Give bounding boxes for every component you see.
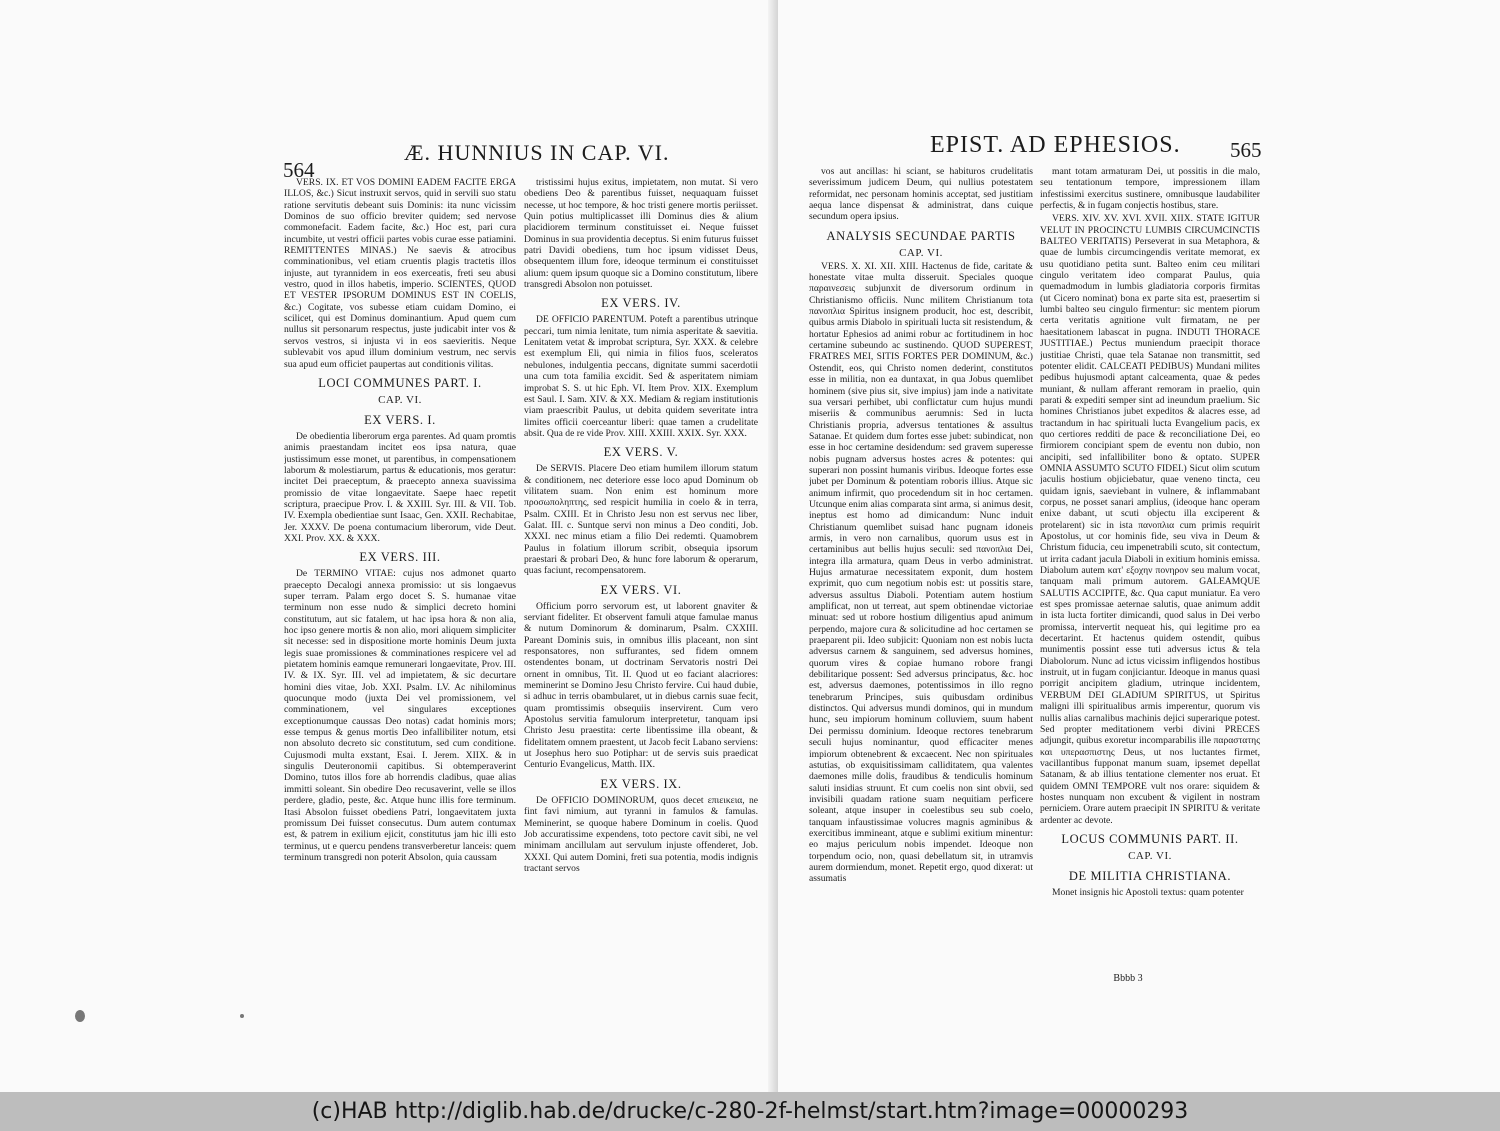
footer-band	[0, 1092, 1500, 1131]
copyright-url: (c)HAB http://diglib.hab.de/drucke/c-280-2f-helmst/start.htm?image=00000293	[311, 1099, 1189, 1124]
signature-mark: Bbbb 3	[1113, 973, 1143, 984]
running-head-right: EPIST. AD EPHESIOS.	[930, 132, 1181, 158]
text-paragraph: tristissimi hujus exitus, impietatem, non mutat. Si vero obediens Deo & parentibus fuisset, nequaquam fuisset necesse, ut hoc tempore, & hoc tristi genere mortis periisset. Quin potius multiplicasset illi Dominus dies & alium placidiorem terminum constituisset ei. Neque fuisset Dominus in sua providentia deceptus. Si enim futurus fuisset patri Davidi obediens, tum hoc ipsum vidisset Deus, obsequentem illum fore, ideoque terminum ei constituisset alium: quem ipsum quoque sic a Domino constitutum, libere transgredi Absolon non potuisset.	[524, 177, 758, 291]
section-heading: EX VERS. I.	[364, 412, 436, 427]
section-heading: EX VERS. III.	[359, 550, 441, 565]
ink-dot	[240, 1014, 244, 1018]
text-paragraph: De OFFICIO DOMINORUM, quos decet επιεικεια, ne fint favi nimium, aut tyranni in famulos & famulas. Meminerint, se quoque habere Dominum in coelis. Quod Job accuratissime expendens, toto pectore cavit sibi, ne vel minimam ancillulam aut servulum injuste offenderet, Job. XXXI. Qui autem Domini, freti sua potentia, modis indignis tractant servos	[524, 794, 758, 874]
section-heading: EX VERS. V.	[603, 445, 679, 460]
text-paragraph: VERS. X. XI. XII. XIII. Hactenus de fide, caritate & honestate vitae multa disseruit. Speciales quoque παραινεσεις subjunxit de diversorum ordinum in Christianismo officiis. Nunc militem Christianum tota πανοπλια Spiritus insignem producit, hoc est, describit, quibus armis Diabolo in spirituali lucta sit resistendum, & hortatur Ephesios ad animi robur ac fortitudinem in hoc certamine subeundo ac sustinendo. QUOD SUPEREST, FRATRES MEI, SITIS FORTES PER DOMINUM, &c.) Ostendit, eos, qui Christo nomen dederint, constitutos esse in militia, non ea duntaxat, in qua Jobus quemlibet hominem (sive pius sit, sive impius) jam inde a nativitate sua versari perhibet, ubi conflictatur cum hujus mundi miseriis & communibus aerumnis: Sed in lucta Christianis propria, adversus tentationes & assultus Satanae. Et quidem dum fortes esse jubet: subindicat, non esse in hoc certamine desidendum: sed gravem superesse nobis pugnam adversus hostes acres & potentes: qui superari non possint humanis viribus. Ideoque fortes esse jubet per Dominum & potentiam roboris illius. Atque sic animum infirmit, quo procedendum sit in hoc certamen. Utcunque enim alias comparata sint arma, si animus desit, ineptus est homo ad dimicandum: Nunc induit Christianum quemlibet suisad hanc pugnam idoneis armis, in vero non carnalibus, quorum usus est in certaminibus aut bellis hujus seculi: sed πανοπλια Dei, integra illa armatura, quam Deus in verbo administrat. Hujus armaturae necessitatem exponit, dum hostem exprimit, quo cum negotium nobis est: ut possitis stare, adversus assultus Diaboli. Potentiam autem hostium amplificat, non ut terreat, aut spem obtinendae victoriae minuat: sed ut robore hostium diligentius apud animum perpendo, majore cura & solicitudine ad hoc certamen se praeparent pii. Ideo subjicit: Quoniam non est nobis lucta adversus carnem & sanguinem, sed adversus homines, quorum vires & copiae humano robore frangi debilitarique possent: Sed adversus principatus, &c. hoc est, adversus daemones, potentissimos in illo regno tenebrarum Principes, suis quibusdam ordinibus distinctos. Qui adversus mundi dominos, qui in mundum hunc, seu impiorum hominum colluviem, suum habent Dei permissu dominium. Ideoque rectores tenebrarum seculi hujus nominantur, quod efficaciter menes impiorum obtenebrent & excaecent. Nec non spirituales astutias, ob exquisitissimam calliditatem, qua valentes daemones mille dolis, fraudibus & tendiculis hominum saluti insidias struunt. Et cum coelis non sint obvii, sed invisibili quadam ratione suam nequitiam perficere soleant, atque insuper in coelestibus seu sub coelo, tanquam infaustissimae volucres magnis agminibus & exercitibus immineant, atque e sublimi exitium minentur: eo majus periculum nobis impendet. Ideoque non torpendum ocio, non, quasi debellatum sit, in utramvis aurem dormiendum, monet. Repetit ergo, quod dixerat: ut assumatis	[809, 260, 1033, 885]
text-paragraph: Monet insignis hic Apostoli textus: quam potenter	[1052, 886, 1244, 898]
section-heading: CAP. VI.	[1128, 849, 1172, 862]
text-paragraph: De TERMINO VITAE: cujus nos admonet quarto praecepto Decalogi annexa promissio: ut sis longaevus super terram. Palam ergo docet S. S. humanae vitae terminum non esse nudo & simplici decreto homini constitutum, aut sic fatalem, ut hac ipsa hora & non alia, hoc ipso genere mortis & non alio, mori aliquem simpliciter sit necesse: sed in dispositione morte hominis Deum juxta legis suae promissiones & comminationes respicere vel ad pietatem hominis eamque remunerari longaevitate, Prov. III. IV. & IX. Syr. III. vel ad impietatem, & sic decurtare homini dies vitae, Job. XXI. Psalm. LV. Ac nihilominus quocunque modo (juxta Dei vel promissionem, vel comminationem, vel singulares exceptiones exceptionumque caussas Deo notas) cadat hominis mors; esse tempus & genus mortis Deo infallibiliter notum, etsi non absoluto decreto sic constitutum, sed cum conditione. Cujusmodi multa exstant, Esai. I. Jerem. XIIX. & in singulis Deuteronomii capitibus. Si obtemperaverint Domino, tutos illos fore ab horrendis cladibus, quae alias immitti soleant. Sin obedire Deo recusaverint, velle se illos perdere, gladio, peste, &c. Atque hunc illis fore terminum. Itasi Absolon fuisset obediens Patri, longaevitatem juxta promissum Dei fuisset consecutus. Dum autem contumax est, & patrem in exilium ejicit, constitutus jam hic illi esto terminus, ut e quercu pendens transverberetur lanceis: quem terminum transgredi non poterit Absolon, quia caussam	[284, 568, 516, 863]
right-page	[778, 0, 1500, 1092]
right-column-2	[1040, 166, 1260, 966]
section-heading: LOCI COMMUNES PART. I.	[318, 375, 482, 390]
section-heading: ANALYSIS SECUNDAE PARTIS	[826, 228, 1016, 243]
section-heading: DE MILITIA CHRISTIANA.	[1068, 868, 1232, 883]
text-paragraph: VERS. IX. ET VOS DOMINI EADEM FACITE ERGA ILLOS, &c.) Sicut instruxit servos, quid in servili suo statu ratione servitutis debeant suis Dominis: ita nunc vicissim Dominos de suo officio breviter quidem; sed nervose commonefacit. Eadem facite, &c.) Hoc est, pari cura incumbite, ut vestri officii partes vobis curae esse patiamini. REMITTENTES MINAS.) Ne saevis & atrocibus comminationibus, vel etiam cruentis plagis tractetis illos injuste, aut tyrannidem in eos exerceatis, freti seu abusi vestro, quod in illos habetis, imperio. SCIENTES, QUOD ET VESTER IPSORUM DOMINUS EST IN COELIS, &c.) Cogitate, vos subesse etiam cuidam Domino, ei scilicet, qui est Dominus dominantium. Apud quem cum nullus sit personarum respectus, juste judicabit inter vos & servos vestros, si injusta vi in eos saevieritis. Neque sublevabit vos apud illum dominium vestrum, nec servis sua apud eum officiet paupertas aut conditionis vilitas.	[284, 177, 516, 370]
section-heading: EX VERS. IV.	[601, 296, 681, 311]
text-paragraph: VERS. XIV. XV. XVI. XVII. XIIX. STATE IGITUR VELUT IN PROCINCTU LUMBIS CIRCUMCINCTIS BALTEO VERITATIS) Perseverat in sua Metaphora, & quae de lumbis circumcingendis veritate memorat, ex usu quotidiano petita sunt. Balteo enim ceu militari cingulo veritatem ideo comparat Paulus, quia quemadmodum in lumbis gladiatoria corporis firmitas (ut Cicero nominat) bona ex parte sita est, praesertim si lumbi balteo seu cingulo firmentur: sic mentem piorum certa veritatis agnitione vult firmatam, ne per haesitationem labascat in pugna. INDUTI THORACE JUSTITIAE.) Pectus muniendum praecipit thorace justitiae Christi, quae tela Satanae non transmittit, sed potenter elidit. CALCEATI PEDIBUS) Mundani milites pedibus hujusmodi aptant calceamenta, quae & pedes muniant, & nullam afferant remoram in praelio, quin parati & expediti semper sint ad ineundum praelium. Sic homines Christianos jubet expeditos & alacres esse, ad tractandum in hac spirituali lucta Evangelium pacis, ex quo certiores redditi de pace & reconciliatione Dei, eo firmiorem concipiant spem de eventu non dubio, non ancipiti, sed infallibiliter bono & optato. SUPER OMNIA ASSUMTO SCUTO FIDEI.) Sicut olim scutum jaculis hostium objiciebatur, quae veneno tincta, ceu quidam ignis, saeviebant in vulnere, & inflammabant corpus, ne posset sanari amplius, (ideoque hanc operam enixe dabant, ut scuti objectu illa exciperent & protelarent) sic in ista πανοπλια cum primis requirit Apostolus, ut cor hominis fide, seu viva in Deum & Christum fiducia, ceu impenetrabili scuto, sit contectum, ut irrita cadant jacula Diaboli in exitium hominis emissa. Diabolum autem κατ' εξοχην πονηρον seu malum vocat, tanquam mali primum autorem. GALEAMQUE SALUTIS ACCIPITE, &c. Qua caput muniatur. Ea vero est spes promissae aeternae salutis, quae animum addit in ista lucta fortiter dimicandi, quod salus in Dei verbo promissa, intervertit nequeat his, qui legitime pro ea decertarint. Et hactenus quidem ostendit, quibus munimentis possint esse tuti adversus ictus & tela Diabolorum. Nunc ad ictus vicissim infligendos hostibus instruit, ut in fugam conjiciantur. Ideoque in manus quasi porrigit ancipitem gladium, utrinque incidentem, VERBUM DEI GLADIUM SPIRITUS, ut Spiritus maligni illi spiritualibus armis imperentur, quorum vis nullis alias carnalibus machinis dejici superarique potest. Sed propter meditationem verbi divini PRECES adjungit, quibus exoretur incomparabilis ille παραστατης και υπερασπιστης Deus, ut nos luctantes firmet, vacillantibus fupponat manum suam, ipsemet depellat Satanam, & ab illius tentatione clementer nos eruat. Et quidem OMNI TEMPORE vult nos orare: siquidem & hostes nunquam non excubent & vigilent in nostram perniciem. Orare autem praecipit IN SPIRITU & veritate ardenter ac devote.	[1040, 213, 1260, 826]
left-column-2	[524, 177, 758, 985]
ink-speck	[75, 1010, 85, 1022]
section-heading: EX VERS. VI.	[600, 582, 682, 597]
section-heading: CAP. VI.	[378, 393, 422, 406]
page-number-left: 564	[283, 158, 315, 182]
section-heading: EX VERS. IX.	[600, 776, 682, 791]
text-paragraph: Officium porro servorum est, ut laborent gnaviter & serviant fideliter. Et observent famuli atque famulae manus & nutum Dominorum & dominarum, Psalm. CXXIII. Pareant Dominis suis, in omnibus illis placeant, non sint responsatores, non suffurantes, sed fidem omnem ostendentes bonam, ut doctrinam Servatoris nostri Dei ornent in omnibus, Tit. II. Quod ut eo faciant alacriores: meminerint se Domino Jesu Christo fervire. Cui haud dubie, si adhuc in terris obambularet, ut in diebus carnis suae fecit, quam promtissimis obsequiis inservirent. Cum vero Apostolus servitia famulorum interpretetur, tanquam ipsi Christo Jesu praestita: certe libentissime illa obeant, & fidelitatem omnem praestent, ut Jacob fecit Labano serviens: ut Josephus hero suo Potiphar: ut de servis suis praedicat Centurio Evangelicus, Matth. IIX.	[524, 600, 758, 771]
section-heading: LOCUS COMMUNIS PART. II.	[1061, 831, 1239, 846]
left-column-1	[284, 177, 516, 985]
right-column-1	[809, 166, 1033, 978]
running-head-left: Æ. HUNNIUS IN CAP. VI.	[404, 140, 670, 165]
page-number-right: 565	[1230, 138, 1262, 162]
text-paragraph: De obedientia liberorum erga parentes. Ad quam promtis animis praestandam incitet eos ipsa natura, quae justissimum esse monet, ut parentibus, in compensationem laborum & molestiarum, partus & educationis, mos geratur: incitet Dei praeceptum, & praecepto annexa suavissima promissio de vitae longaevitate. Saepe haec repetit scriptura, praecipue Prov. I. & XXIII. Syr. III. & VII. Tob. IV. Exempla obedientiae sunt Isaac, Gen. XXII. Rechabitae, Jer. XXXV. De poena contumacium liberorum, vide Deut. XXI. Prov. XX. & XXX.	[284, 430, 516, 544]
text-paragraph: vos aut ancillas: hi sciant, se habituros crudelitatis severissimum judicem Deum, qui nullius potestatem reformidat, nec personam hominis acceptat, sed justitiam aequa lance dispensat & administrat, dans cuique secundum opera ipsius.	[809, 166, 1033, 223]
section-heading: CAP. VI.	[899, 246, 943, 259]
text-paragraph: De SERVIS. Placere Deo etiam humilem illorum statum & conditionem, nec deteriore esse loco apud Dominum ob vilitatem suam. Non enim est hominum more προσωποληπτης, sed respicit humilia in coelo & in terra, Psalm. CXIII. Et in Christo Jesu non est servus nec liber, Galat. III. c. Suntque servi non minus a Deo conditi, Job. XXXI. nec minus etiam a filio Dei redemti. Quamobrem Paulus in folatium illorum scribit, obsequia ipsorum praestari & probari Deo, & hunc fore laborum & operarum, quas faciunt, recompensatorem.	[524, 463, 758, 577]
text-paragraph: DE OFFICIO PARENTUM. Poteft a parentibus utrinque peccari, tum nimia lenitate, tum nimia asperitate & saevitia. Lenitatem vetat & improbat scriptura, Syr. XXX. & celebre est exemplum Eli, qui nimia in filios fuos, sceleratos nebulones, indulgentia peccans, dignitate summi sacerdotii una cum tota familia excidit. Sed & asperitatem nimiam improbat S. S. ut hic Eph. VI. Item Prov. XIX. Exemplum est Saul. I. Sam. XIV. & XX. Mediam & regiam institutionis viam praescribit Paulus, ut debita quidem severitate intra limites officii coerceantur liberi: quae tamen a crudelitate absit. Qua de re vide Prov. XIII. XXIII. XXIX. Syr. XXX.	[524, 314, 758, 439]
text-paragraph: mant totam armaturam Dei, ut possitis in die malo, seu tentationum tempore, impressionem illam infestissimi exercitus sustinere, omnibusque laudabiliter perfectis, & in fugam conjectis hostibus, stare.	[1040, 166, 1260, 212]
